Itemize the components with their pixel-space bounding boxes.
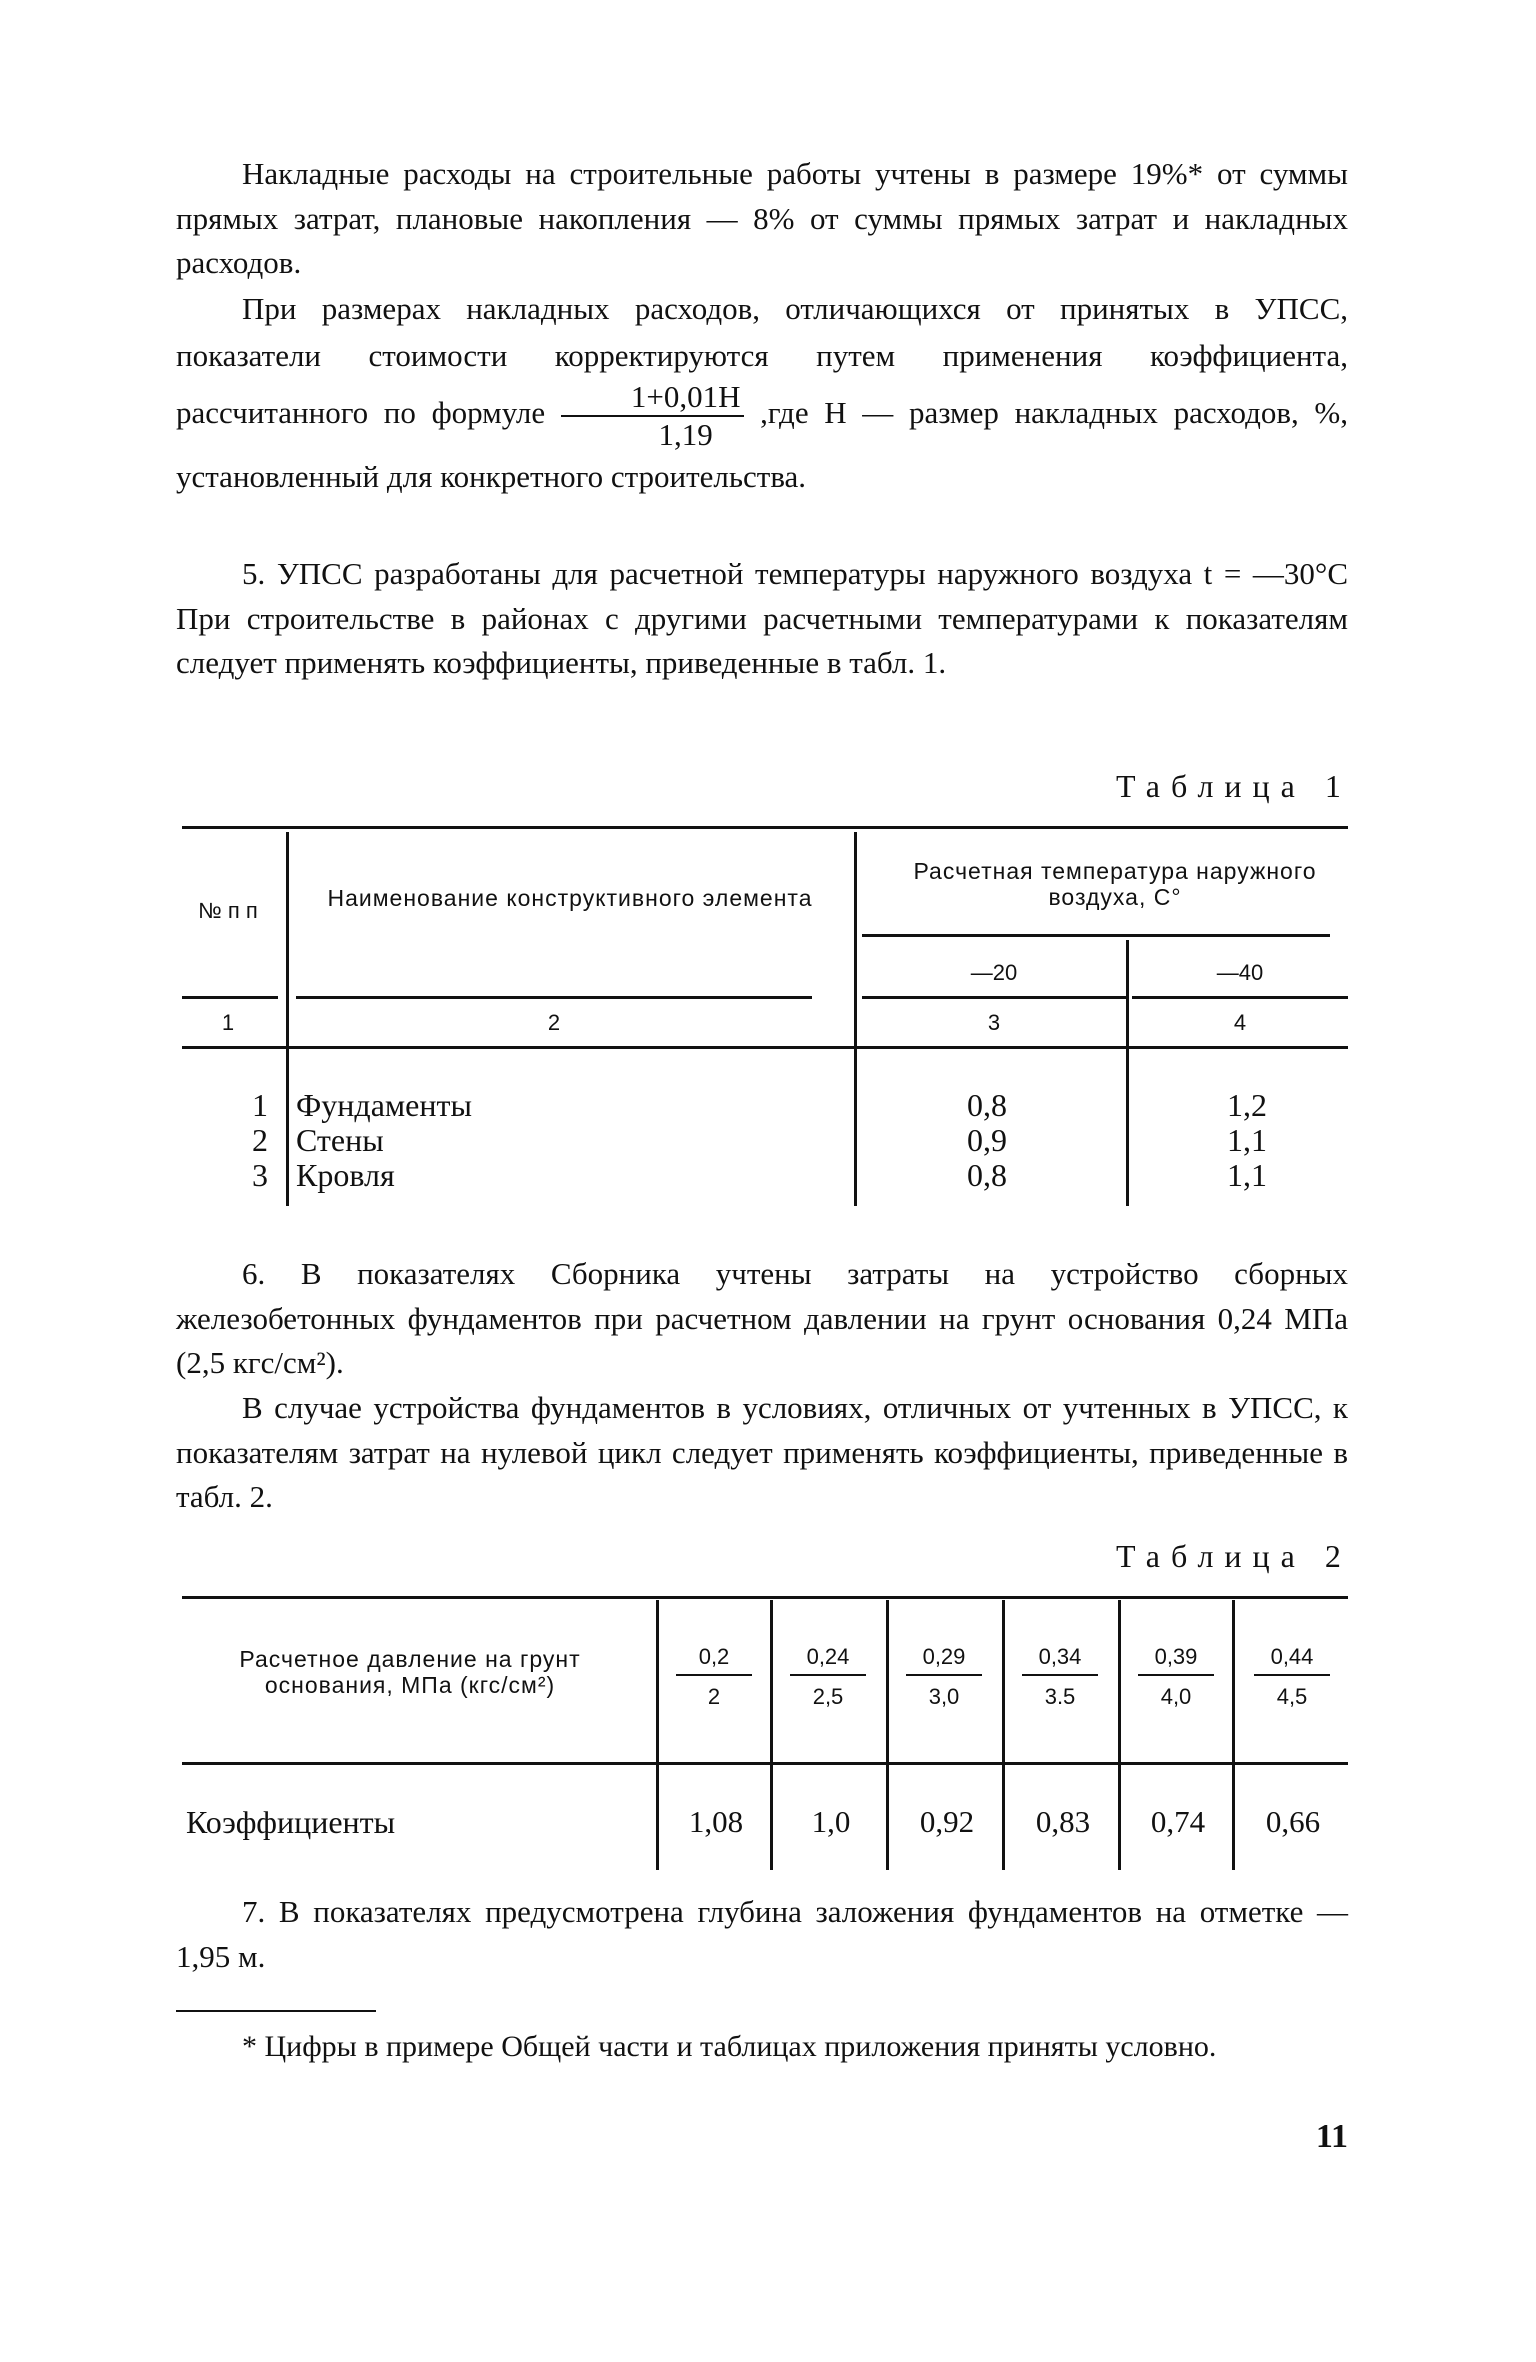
footnote-rule: [176, 2010, 376, 2012]
table1-row-numbers: [176, 1088, 268, 1193]
table1-header-rule-4: [1132, 996, 1348, 999]
table2-coefficient: 0,83: [1035, 1804, 1091, 1839]
paragraph-foundations: 6. В показателях Сборника учтены затраты на устройство сборных железобетонных фундаментов при расчетном давлении на грунт основания 0,24 МПа (2,5 кгс/см²).: [176, 1256, 1348, 1380]
pressure-kgs: 2,5: [812, 1684, 844, 1709]
table1-caption: Таблица 1: [1116, 768, 1352, 804]
table1-col-number-header: № п п: [198, 898, 258, 923]
footnote: * Цифры в примере Общей части и таблицах приложения приняты условно.: [242, 2030, 1217, 2063]
table-row-name: Фундаменты: [296, 1087, 472, 1123]
table-row-name: Кровля: [296, 1157, 395, 1193]
table1-colnum-2: 2: [547, 1010, 561, 1035]
formula-outro-text: ,где H — размер накладных расходов, %, установленный для конкретного строительства.: [176, 395, 1349, 494]
formula-intro-text: При размерах накладных расходов, отличающихся от принятых в УПСС, показатели стоимости корректируются путем применения коэффициента, рассчитанного по формуле: [176, 291, 1348, 431]
table2-pressure-cell: [1138, 1644, 1214, 1710]
table-row-name: Стены: [296, 1122, 384, 1158]
table2-pressure-cell: [1022, 1644, 1098, 1710]
pressure-mpa: 0,29: [906, 1644, 982, 1676]
formula-fraction: [561, 379, 745, 453]
table-cell: 1,2: [1227, 1087, 1267, 1123]
pressure-kgs: 3,0: [928, 1684, 960, 1709]
table-cell: 1,1: [1227, 1157, 1267, 1193]
table2-pressure-label: Расчетное давление на грунт основания, МПа (кгс/см²): [239, 1646, 581, 1698]
table1-values-minus40: [1132, 1088, 1362, 1193]
table1-colnum-3: 3: [987, 1010, 1001, 1035]
pressure-mpa: 0,44: [1254, 1644, 1330, 1676]
paragraph-zero-cycle: В случае устройства фундаментов в условиях, отличных от учтенных в УПСС, к показателям затрат на нулевой цикл следует применять коэффициенты, приведенные в табл. 2.: [176, 1390, 1348, 1514]
table-cell: 0,9: [967, 1122, 1007, 1158]
formula-denominator: 1,19: [658, 417, 713, 452]
table2-top-rule: [182, 1596, 1348, 1599]
table1-temp-rule: [862, 934, 1330, 937]
page-number: 11: [1315, 2118, 1348, 2155]
table2-divider-5: [1118, 1600, 1121, 1870]
pressure-mpa: 0,34: [1022, 1644, 1098, 1676]
table2-coefficient: 0,92: [919, 1804, 975, 1839]
table1-temp-header: Расчетная температура наружного воздуха, С°: [913, 858, 1317, 910]
table2-divider-2: [770, 1600, 773, 1870]
table1-header-rule-1: [182, 996, 278, 999]
table1-subcol-minus40: —40: [1216, 960, 1264, 985]
paragraph-temperature: 5. УПСС разработаны для расчетной температуры наружного воздуха t = —30°С При строительстве в районах с другими расчетными температурами к показателям следует применять коэффициенты, приведенные в табл. 1.: [176, 556, 1348, 680]
table1-subcol-minus20: —20: [970, 960, 1018, 985]
table1-number-rule: [182, 1046, 1348, 1049]
table-cell: 1,1: [1227, 1122, 1267, 1158]
pressure-mpa: 0,2: [676, 1644, 752, 1676]
table2-middle-rule: [182, 1762, 1348, 1765]
table1-header-rule-3: [862, 996, 1126, 999]
pressure-mpa: 0,39: [1138, 1644, 1214, 1676]
table2-caption: Таблица 2: [1116, 1538, 1352, 1574]
table2-pressure-cell: [1254, 1644, 1330, 1710]
table2-coefficient: 1,08: [688, 1804, 744, 1839]
formula-numerator: 1+0,01H: [561, 379, 745, 417]
table2-coefficient: 0,74: [1150, 1804, 1206, 1839]
table-row-num: 2: [252, 1122, 268, 1158]
table1-colnum-4: 4: [1233, 1010, 1247, 1035]
table1-header-rule-2: [296, 996, 812, 999]
pressure-kgs: 2: [707, 1684, 721, 1709]
table1-divider-3: [1126, 940, 1129, 1206]
table-row-num: 3: [252, 1157, 268, 1193]
pressure-kgs: 4,5: [1276, 1684, 1308, 1709]
table1-col-name-header: Наименование конструктивного элемента: [327, 885, 813, 911]
pressure-kgs: 4,0: [1160, 1684, 1192, 1709]
table2-divider-1: [656, 1600, 659, 1870]
table1-divider-2: [854, 832, 857, 1206]
table1-top-rule: [182, 826, 1348, 829]
paragraph-overhead: Накладные расходы на строительные работы учтены в размере 19%* от суммы прямых затрат, плановые накопления — 8% от суммы прямых затрат и накладных расходов.: [176, 156, 1348, 280]
table1-values-minus20: [862, 1088, 1112, 1193]
table2-pressure-cell: [676, 1644, 752, 1710]
table1-row-names: [296, 1088, 816, 1193]
table2-divider-3: [886, 1600, 889, 1870]
pressure-kgs: 3.5: [1044, 1684, 1076, 1709]
table-row-num: 1: [252, 1087, 268, 1123]
paragraph-depth: 7. В показателях предусмотрена глубина заложения фундаментов на отметке — 1,95 м.: [176, 1894, 1348, 1974]
table2-coefficient: 0,66: [1265, 1804, 1321, 1839]
paragraph-correction-formula: [176, 285, 1348, 500]
table-cell: 0,8: [967, 1157, 1007, 1193]
table1-divider-1: [286, 832, 289, 1206]
table2-pressure-cell: [790, 1644, 866, 1710]
table2-pressure-cell: [906, 1644, 982, 1710]
table1-colnum-1: 1: [221, 1010, 235, 1035]
table2-divider-6: [1232, 1600, 1235, 1870]
table-cell: 0,8: [967, 1087, 1007, 1123]
pressure-mpa: 0,24: [790, 1644, 866, 1676]
table2-coefficients-label: Коэффициенты: [186, 1804, 396, 1840]
table2-divider-4: [1002, 1600, 1005, 1870]
table2-coefficient: 1,0: [811, 1804, 851, 1839]
